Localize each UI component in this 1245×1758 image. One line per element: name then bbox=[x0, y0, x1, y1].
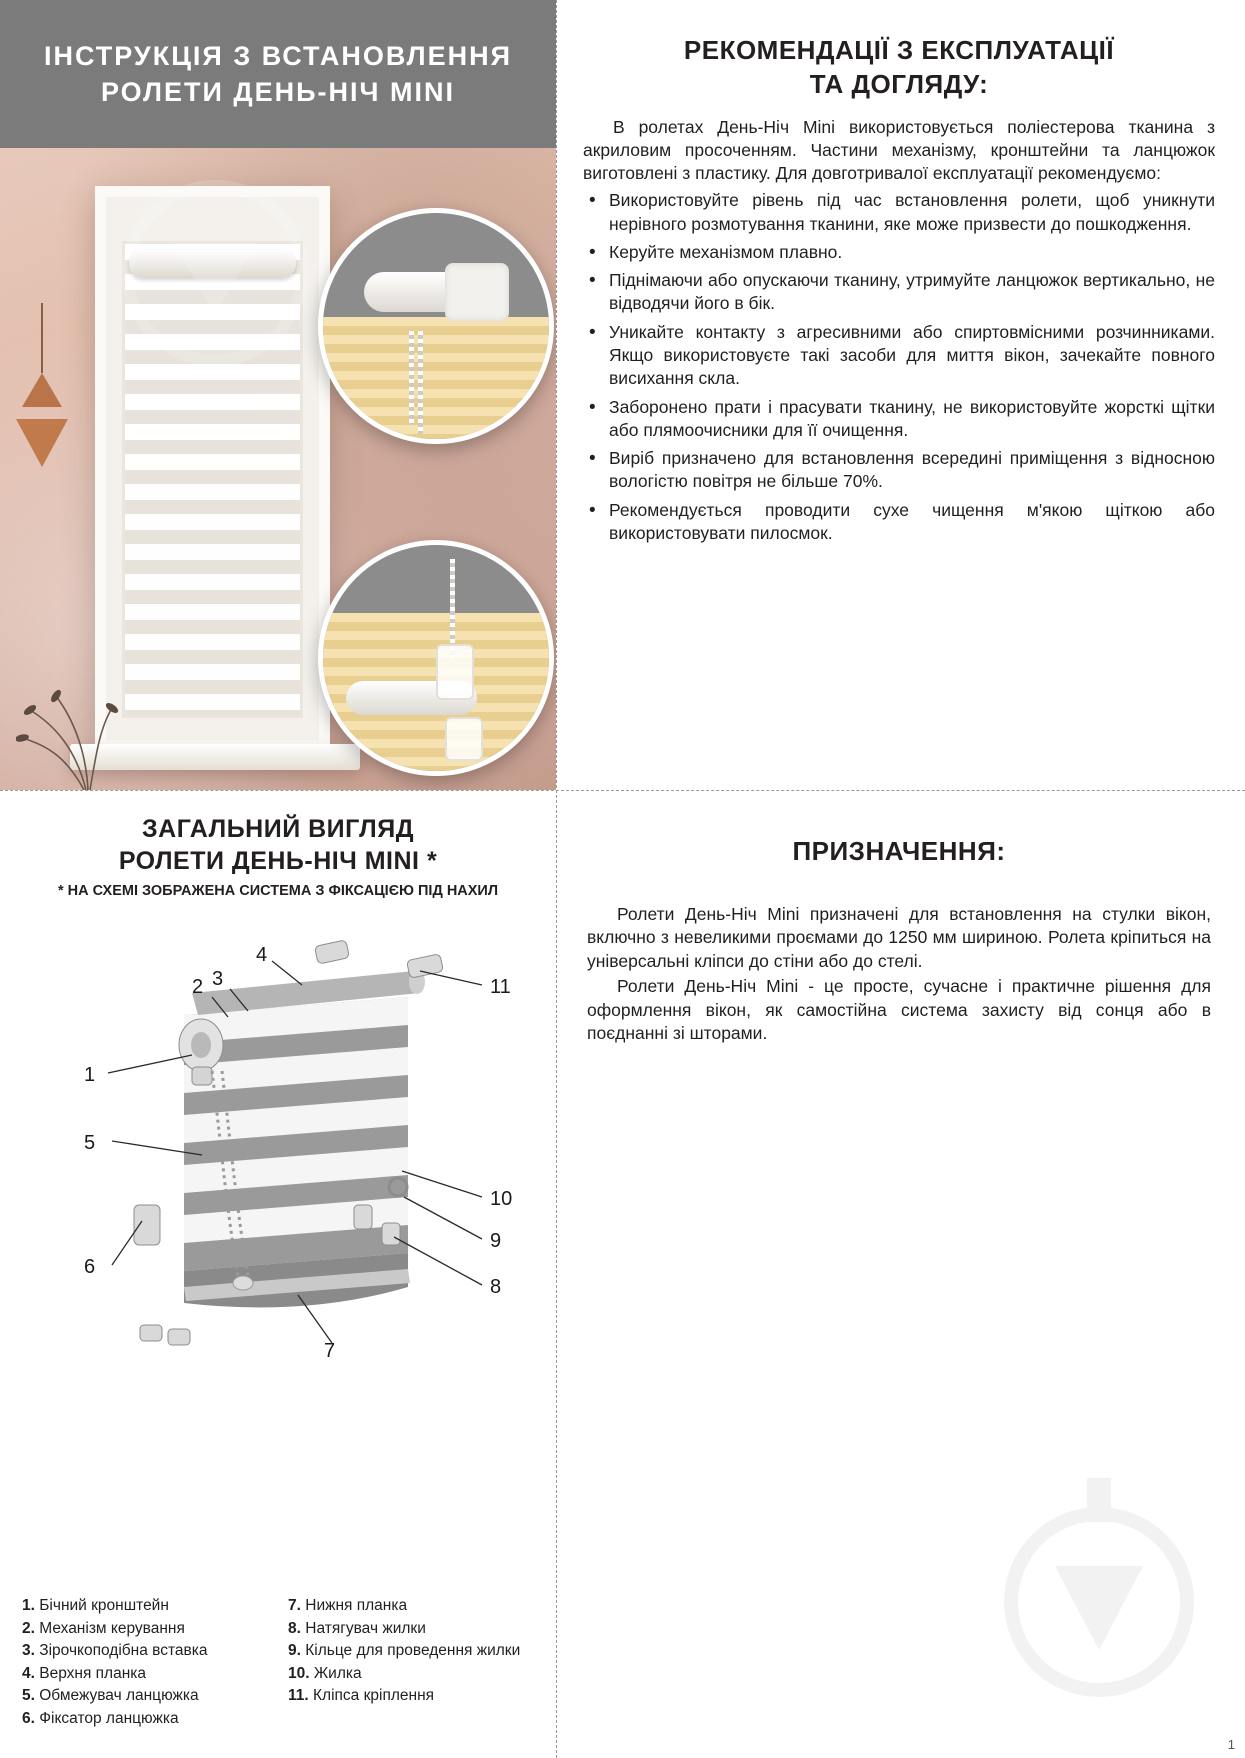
legend-item bbox=[288, 1663, 538, 1685]
window-frame bbox=[95, 186, 330, 751]
wall-lamp-decor bbox=[14, 373, 70, 493]
legend-text: Механізм керування bbox=[39, 1619, 185, 1637]
legend-item bbox=[288, 1618, 538, 1640]
svg-text:6: 6 bbox=[84, 1256, 96, 1278]
legend-text: Нижня планка bbox=[305, 1597, 408, 1615]
legend-item bbox=[288, 1640, 538, 1662]
list-item: • Виріб призначено для встановлення всередині приміщення з відносною вологістю повітря не більше 70%. bbox=[583, 447, 1215, 494]
svg-text:11: 11 bbox=[490, 976, 511, 998]
legend-text: Натягувач жилки bbox=[305, 1619, 426, 1637]
general-view-title bbox=[16, 813, 540, 877]
legend-item bbox=[22, 1663, 272, 1685]
installation-title-line1: ІНСТРУКЦІЯ З ВСТАНОВЛЕННЯ bbox=[43, 40, 513, 71]
installation-title-line2: РОЛЕТИ ДЕНЬ-НІЧ MINI bbox=[101, 77, 455, 107]
recommendations-section bbox=[557, 0, 1245, 790]
legend-text: Кліпса кріплення bbox=[313, 1687, 435, 1705]
list-item: • Керуйте механізмом плавно. bbox=[583, 241, 1215, 264]
purpose-paragraph-2: Ролети День-Ніч Mini - це просте, сучасне і практичне рішення для оформлення вікон, як самостійна система захисту від сонця або в поєднанні зі шторами. bbox=[587, 976, 1211, 1043]
svg-text:4: 4 bbox=[256, 944, 268, 966]
legend-item bbox=[22, 1618, 272, 1640]
general-view-title-line2: РОЛЕТИ ДЕНЬ-НІЧ MINI * bbox=[118, 847, 438, 875]
svg-text:9: 9 bbox=[490, 1230, 502, 1252]
recommendations-title bbox=[583, 34, 1215, 102]
legend-num: 8. bbox=[288, 1619, 301, 1637]
list-item: • Рекомендується проводити сухе чищення м'якою щіткою або використовувати пилосмок. bbox=[583, 499, 1215, 546]
diagram-svg bbox=[16, 905, 540, 1385]
legend-item bbox=[22, 1640, 272, 1662]
installation-section bbox=[0, 0, 556, 790]
recommendations-list bbox=[583, 189, 1215, 545]
legend-num: 7. bbox=[288, 1597, 301, 1615]
svg-text:1: 1 bbox=[84, 1064, 96, 1086]
general-view-note: * НА СХЕМІ ЗОБРАЖЕНА СИСТЕМА З ФІКСАЦІЄЮ ПІД НАХИЛ bbox=[57, 883, 499, 899]
legend-num: 9. bbox=[288, 1642, 301, 1660]
svg-text:10: 10 bbox=[490, 1188, 513, 1210]
recommendations-intro: В ролетах День-Ніч Mini використовується поліестерова тканина з акриловим просоченням. Частини механізму, кронштейни та ланцюжок виготовлені з пластику. Для довготривалої експлуатації рекомендуємо: bbox=[583, 116, 1215, 184]
legend-text: Верхня планка bbox=[39, 1664, 147, 1682]
exploded-diagram bbox=[16, 905, 540, 1385]
page-number: 1 bbox=[1227, 1737, 1235, 1752]
list-item: • Піднімаючи або опускаючи тканину, утримуйте ланцюжок вертикально, не відводячи його в бік. bbox=[583, 269, 1215, 316]
general-view-title-line1: ЗАГАЛЬНИЙ ВИГЛЯД bbox=[141, 815, 414, 843]
svg-text:5: 5 bbox=[84, 1132, 96, 1154]
watermark-icon bbox=[999, 1478, 1199, 1698]
recommendations-title-line1: РЕКОМЕНДАЦІЇ З ЕКСПЛУАТАЦІЇ bbox=[683, 35, 1115, 65]
legend-num: 4. bbox=[22, 1664, 35, 1682]
legend-num: 1. bbox=[22, 1597, 35, 1615]
general-view-section bbox=[0, 791, 556, 1758]
legend-item bbox=[288, 1595, 538, 1617]
legend-item bbox=[288, 1685, 538, 1707]
svg-text:7: 7 bbox=[324, 1340, 336, 1362]
legend-num: 3. bbox=[22, 1642, 35, 1660]
installation-photo bbox=[0, 148, 556, 790]
legend-text: Фіксатор ланцюжка bbox=[39, 1709, 179, 1727]
legend-item bbox=[22, 1685, 272, 1707]
legend-text: Обмежувач ланцюжка bbox=[39, 1687, 199, 1705]
legend-text: Бічний кронштейн bbox=[39, 1597, 169, 1615]
svg-text:3: 3 bbox=[212, 968, 224, 990]
plant-decor bbox=[16, 680, 146, 790]
svg-text:2: 2 bbox=[192, 976, 204, 998]
legend-item bbox=[22, 1595, 272, 1617]
window-blind bbox=[122, 241, 303, 718]
detail-callout-top bbox=[318, 208, 554, 444]
legend-column-right bbox=[288, 1595, 538, 1730]
recommendations-title-line2: ТА ДОГЛЯДУ: bbox=[809, 68, 989, 99]
legend-item bbox=[22, 1708, 272, 1730]
list-item: • Використовуйте рівень під час встановлення ролети, щоб уникнути нерівного розмотування тканини, яке може призвести до пошкодження. bbox=[583, 189, 1215, 236]
list-item: • Уникайте контакту з агресивними або спиртовмісними розчинниками. Якщо використовуєте такі засоби для миття вікон, зачекайте повного висихання скла. bbox=[583, 321, 1215, 391]
purpose-section bbox=[557, 791, 1245, 1758]
legend-text: Кільце для проведення жилки bbox=[305, 1642, 521, 1660]
legend-num: 11. bbox=[288, 1687, 309, 1705]
detail-callout-bottom bbox=[318, 540, 554, 776]
list-item: • Заборонено прати і прасувати тканину, не використовуйте жорсткі щітки або плямоочисники для її очищення. bbox=[583, 396, 1215, 443]
installation-title bbox=[44, 38, 512, 111]
legend-column-left bbox=[22, 1595, 272, 1730]
svg-text:8: 8 bbox=[490, 1276, 502, 1298]
legend-text: Жилка bbox=[313, 1664, 362, 1682]
installation-header bbox=[0, 0, 556, 148]
legend-num: 6. bbox=[22, 1709, 35, 1727]
legend-num: 5. bbox=[22, 1687, 35, 1705]
legend-num: 10. bbox=[288, 1664, 310, 1682]
purpose-paragraph-1: Ролети День-Ніч Mini призначені для встановлення на стулки вікон, включно з невеликими проємами до 1250 мм шириною. Ролета кріпиться на універсальні кліпси до стіни або до стелі. bbox=[587, 903, 1211, 971]
legend-text: Зірочкоподібна вставка bbox=[39, 1642, 208, 1660]
diagram-legend bbox=[22, 1595, 538, 1730]
purpose-title: ПРИЗНАЧЕННЯ: bbox=[792, 836, 1006, 866]
legend-num: 2. bbox=[22, 1619, 35, 1637]
